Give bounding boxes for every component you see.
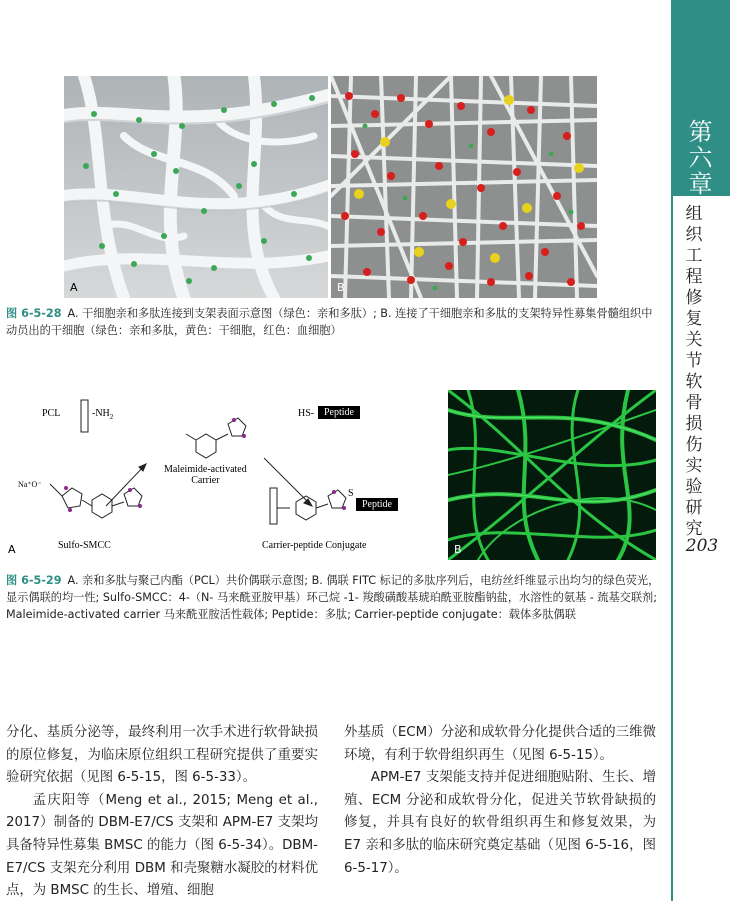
figure-6-5-29-caption <box>6 572 662 623</box>
chapter-char: 章 <box>688 170 713 198</box>
title-char: 织 <box>685 225 703 245</box>
sodium-label: Na⁺O⁻ <box>18 480 42 489</box>
caption-text: A. 亲和多肽与聚己内酯（PCL）共价偶联示意图; B. 偶联 FITC 标记的多肽序列后，电纺丝纤维显示出均匀的绿色荧光，显示偶联的均一性; Sulfo-SMCC：4-（N- 马来酰亚胺甲基）环己烷 -1- 羧酸磺酸基琥珀酰亚胺酯钠盐，水溶性的氨基 - 巯基交联剂; Maleimide-activated carrier 马来酰亚胺活性载体; Peptide：多肽; Carrier-peptide conjugate：载体多肽偶联 <box>6 574 660 621</box>
paragraph: 分化、基质分泌等，最终利用一次手术进行软骨缺损的原位修复，为临床原位组织工程研究提供了重要实验研究依据（见图 6-5-15，图 6-5-33）。 <box>6 725 318 786</box>
title-char: 程 <box>685 267 703 287</box>
sulfo-smcc-label: Sulfo-SMCC <box>58 540 111 551</box>
chapter-title-vertical <box>678 204 710 540</box>
title-char: 究 <box>685 519 703 539</box>
peptide-box: Peptide <box>318 406 360 419</box>
paragraph: 外基质（ECM）分泌和成软骨分化提供合适的三维微环境，有利于软骨组织再生（见图 6-5-15）。 <box>344 725 656 763</box>
recruited-cells-illustration <box>331 76 597 298</box>
panel-label: B <box>454 543 462 556</box>
panel-label: B <box>337 281 345 294</box>
title-char: 关 <box>685 330 703 350</box>
body-column-left <box>6 722 318 903</box>
scaffold-illustration <box>64 76 328 298</box>
pcl-label: PCL <box>42 408 61 419</box>
paragraph: APM-E7 支架能支持并促进细胞贴附、生长、增殖、ECM 分泌和成软骨分化，促进关节软骨缺损的修复，并具有良好的软骨组织再生和修复效果，为 E7 亲和多肽的临床研究奠定基础（见图 6-5-16，图 6-5-17）。 <box>344 770 656 876</box>
figure-6-5-29-panel-b <box>448 390 656 560</box>
title-char: 节 <box>685 351 703 371</box>
title-char: 复 <box>685 309 703 329</box>
title-char: 伤 <box>685 435 703 455</box>
figure-id: 图 6-5-29 <box>6 574 62 587</box>
fluorescent-fibers-image <box>448 390 656 560</box>
conjugate-label: Carrier-peptide Conjugate <box>262 540 367 551</box>
chapter-tab-rule <box>671 196 673 901</box>
caption-text: A. 干细胞亲和多肽连接到支架表面示意图（绿色：亲和多肽）; B. 连接了干细胞亲和多肽的支架特异性募集骨髓组织中动员出的干细胞（绿色：亲和多肽，黄色：干细胞，红色：血细胞） <box>6 307 653 337</box>
title-char: 损 <box>685 414 703 434</box>
figure-6-5-28-panel-b <box>331 76 597 298</box>
title-char: 修 <box>685 288 703 308</box>
chapter-tab <box>671 0 730 196</box>
title-char: 软 <box>685 372 703 392</box>
figure-6-5-28-panel-a <box>64 76 328 298</box>
paragraph: 孟庆阳等（Meng et al., 2015; Meng et al., 2017）制备的 DBM-E7/CS 支架和 APM-E7 支架均具备特异性募集 BMSC 的能力（图 6-5-34）。DBM-E7/CS 支架充分利用 DBM 和壳聚糖水凝胶的材料优点，为 BMSC 的生长、增殖、细胞 <box>6 792 318 899</box>
maleimide-carrier-label: Maleimide-activated Carrier <box>164 464 247 486</box>
figure-6-5-29-panel-a <box>6 384 432 558</box>
page-number: 203 <box>685 536 719 556</box>
figure-6-5-28-caption <box>6 305 662 339</box>
title-char: 研 <box>685 498 703 518</box>
panel-label: A <box>8 543 16 556</box>
thiol-label: HS- <box>298 408 315 419</box>
chapter-char: 六 <box>688 144 713 172</box>
title-char: 验 <box>685 477 703 497</box>
chapter-char: 第 <box>688 118 713 146</box>
title-char: 工 <box>685 246 703 266</box>
panel-label: A <box>70 281 78 294</box>
sulfur-label: S <box>348 488 354 499</box>
peptide-box: Peptide <box>356 498 398 511</box>
title-char: 组 <box>685 204 703 224</box>
title-char: 骨 <box>685 393 703 413</box>
figure-id: 图 6-5-28 <box>6 307 62 320</box>
title-char: 实 <box>685 456 703 476</box>
body-column-right <box>344 722 656 880</box>
amine-label: $-NH_2$ <box>92 408 114 421</box>
